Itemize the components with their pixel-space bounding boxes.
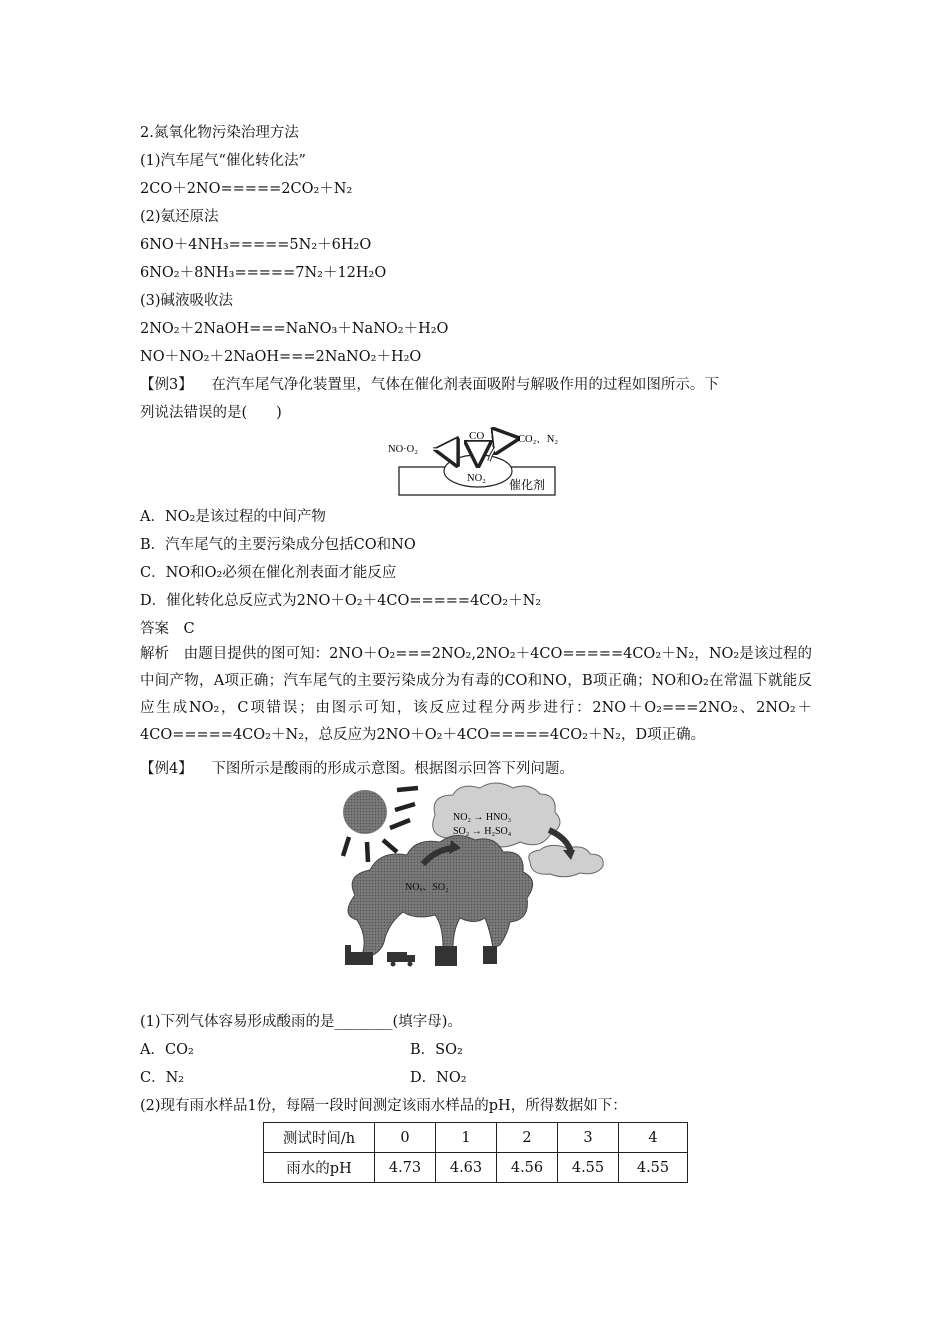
example-3-option-c: C．NO和O₂必须在催化剂表面才能反应 — [140, 565, 397, 581]
table-cell: 4.73 — [375, 1153, 436, 1183]
example-3-option-a: A．NO₂是该过程的中间产物 — [140, 509, 326, 525]
question-1-option-c: C．N₂ — [140, 1070, 185, 1086]
example-3-option-b: B．汽车尾气的主要污染成分包括CO和NO — [140, 537, 416, 553]
figure-outlet-label: CO₂、N₂ — [518, 434, 558, 445]
table-header-time: 测试时间/h — [264, 1123, 375, 1153]
method-1-heading: (1)汽车尾气“催化转化法” — [140, 153, 306, 169]
question-2: (2)现有雨水样品1份，每隔一段时间测定该雨水样品的pH，所得数据如下： — [140, 1098, 627, 1114]
building-icon — [435, 946, 457, 966]
example-3-answer: 答案 C — [140, 621, 195, 637]
question-1-option-d: D．NO₂ — [410, 1070, 467, 1086]
table-cell: 4.63 — [436, 1153, 497, 1183]
figure-co-label: CO — [469, 430, 485, 442]
question-1: (1)下列气体容易形成酸雨的是________(填字母)。 — [140, 1014, 462, 1030]
method-3-equation-2: NO＋NO₂＋2NaOH===2NaNO₂＋H₂O — [140, 349, 422, 365]
example-3-analysis: 解析 由题目提供的图可知：2NO＋O₂===2NO₂,2NO₂＋4CO=====4CO₂＋N₂，NO₂是该过程的中间产物，A项正确；汽车尾气的主要污染成分为有毒的CO和NO，B项正确；NO和O₂在常温下就能反应生成NO₂，C项错误；由图示可知，该反应过程分两步进行：2NO＋O₂===2NO₂、2NO₂＋4CO=====4CO₂＋N₂，总反应为2NO＋O₂＋4CO=====4CO₂＋N₂，D项正确。 — [140, 646, 812, 743]
table-header-ph: 雨水的pH — [264, 1153, 375, 1183]
table-cell: 4.55 — [619, 1153, 688, 1183]
figure-intermediate-label: NO₂ — [467, 473, 486, 484]
example-4-label: 【例4】 — [140, 761, 193, 777]
chimney-icon — [483, 946, 497, 964]
method-2-equation-1: 6NO＋4NH₃=====5N₂＋6H₂O — [140, 237, 372, 253]
reaction-sulfur: SO₂ → H₂SO₄ — [453, 826, 512, 837]
reaction-nitrogen: NO₂ → HNO₃ — [453, 812, 512, 823]
section-title: 2.氮氧化物污染治理方法 — [140, 125, 299, 141]
example-3-stem-text: 在汽车尾气净化装置里，气体在催化剂表面吸附与解吸作用的过程如图所示。下 — [211, 377, 719, 393]
example-4-stem-text: 下图所示是酸雨的形成示意图。根据图示回答下列问题。 — [211, 761, 574, 777]
table-cell: 4.55 — [558, 1153, 619, 1183]
table-cell: 3 — [558, 1123, 619, 1153]
pollutant-label: NOₓ、SO₂ — [405, 882, 449, 893]
figure-inlet-label: NO·O₂ — [388, 444, 418, 455]
truck-icon — [387, 952, 415, 967]
method-2-equation-2: 6NO₂＋8NH₃=====7N₂＋12H₂O — [140, 265, 387, 281]
example-4-stem — [140, 759, 574, 779]
method-1-equation: 2CO＋2NO=====2CO₂＋N₂ — [140, 181, 353, 197]
table-cell: 4.56 — [497, 1153, 558, 1183]
sun-icon — [343, 790, 387, 834]
method-3-heading: (3)碱液吸收法 — [140, 293, 234, 309]
method-3-equation-1: 2NO₂＋2NaOH===NaNO₃＋NaNO₂＋H₂O — [140, 321, 449, 337]
table-cell: 4 — [619, 1123, 688, 1153]
table-cell: 1 — [436, 1123, 497, 1153]
example-3-stem-line-1 — [140, 375, 719, 395]
question-1-option-a: A．CO₂ — [140, 1042, 194, 1058]
ph-data-table — [263, 1122, 688, 1183]
table-cell: 0 — [375, 1123, 436, 1153]
figure-catalyst-label: 催化剂 — [509, 478, 546, 492]
table-row — [264, 1123, 688, 1153]
catalytic-converter-figure — [385, 425, 560, 500]
example-3-stem-line-2: 列说法错误的是( ) — [140, 405, 282, 421]
method-2-heading: (2)氨还原法 — [140, 209, 219, 225]
table-cell: 2 — [497, 1123, 558, 1153]
question-1-option-b: B．SO₂ — [410, 1042, 463, 1058]
table-row — [264, 1153, 688, 1183]
example-3-option-d: D．催化转化总反应式为2NO＋O₂＋4CO=====4CO₂＋N₂ — [140, 593, 542, 609]
acid-rain-figure — [335, 780, 615, 970]
example-3-label: 【例3】 — [140, 377, 193, 393]
